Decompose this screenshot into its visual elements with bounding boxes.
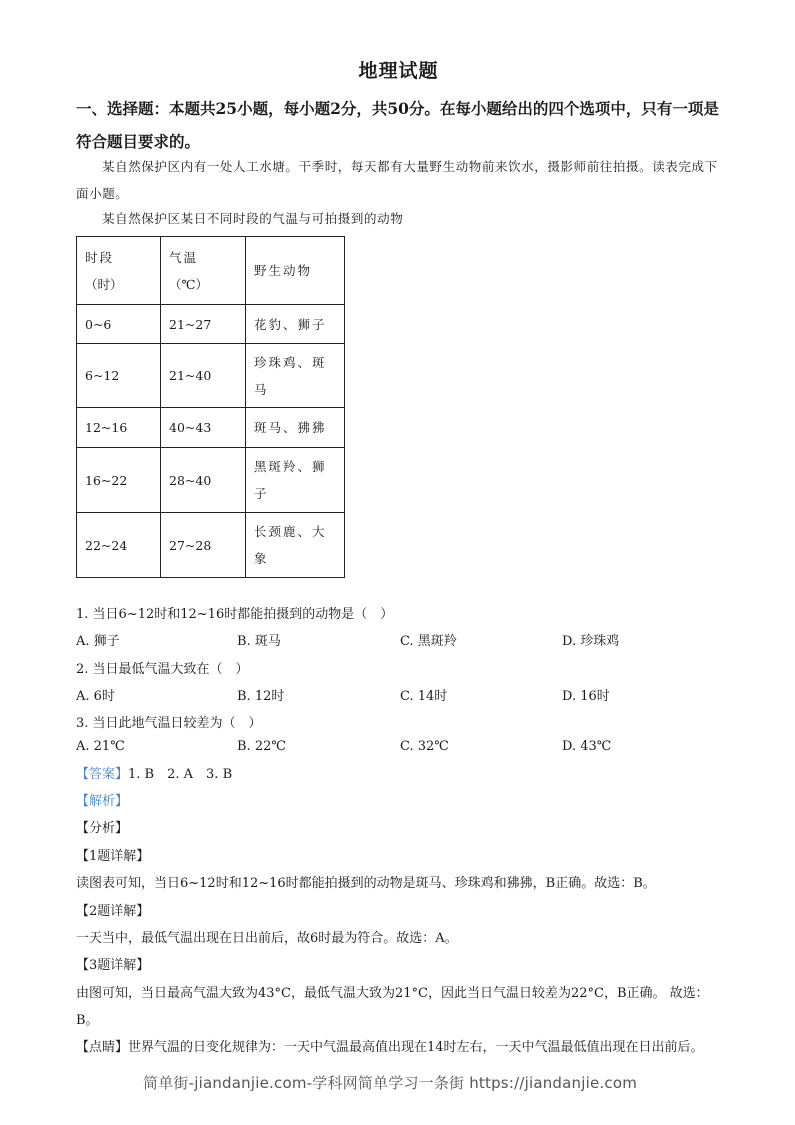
option-b: B. 12时	[237, 689, 285, 704]
option-d: D. 珍珠鸡	[562, 634, 620, 649]
answer-label: 【答案】	[76, 767, 129, 782]
dianjing-text: 世界气温的日变化规律为：一天中气温最高值出现在14时左右，一天中气温最低值出现在日出前后。	[128, 1040, 704, 1055]
page-title: 地理试题	[358, 60, 439, 82]
table-row: 16~22 28~40 黑斑羚、狮子	[77, 448, 345, 513]
detail-3-label: 【3题详解】	[76, 958, 150, 973]
dianjing-block	[76, 1034, 721, 1061]
intro-paragraph: 某自然保护区内有一处人工水塘。干季时，每天都有大量野生动物前来饮水，摄影师前往拍摄。读表完成下面小题。	[76, 159, 718, 201]
header-cell-animals: 野生动物	[246, 237, 345, 305]
detail-1-label: 【1题详解】	[76, 849, 150, 864]
detail-3-text: 由图可知，当日最高气温大致为43°C，最低气温大致为21°C，因此当日气温日较差为22°C，B正确。 故选：B。	[76, 986, 709, 1028]
answer-text: 1. B 2. A 3. B	[128, 767, 233, 782]
detail-2-label: 【2题详解】	[76, 904, 150, 919]
table-row: 12~16 40~43 斑马、狒狒	[77, 408, 345, 448]
option-c: C. 14时	[400, 689, 448, 704]
header-cell-time: 时段 （时）	[77, 237, 161, 305]
table-header-row	[77, 237, 345, 305]
section-heading: 一、选择题：本题共25小题，每小题2分，共50分。在每小题给出的四个选项中，只有一项是符合题目要求的。	[76, 99, 719, 151]
question-3-stem: 3. 当日此地气温日较差为（ ）	[76, 716, 262, 731]
detail-2-text: 一天当中，最低气温出现在日出前后，故6时最为符合。故选：A。	[76, 931, 458, 946]
option-d: D. 43℃	[562, 739, 612, 754]
table-row: 6~12 21~40 珍珠鸡、斑马	[77, 344, 345, 408]
option-c: C. 32℃	[400, 739, 449, 754]
fenxi-label: 【分析】	[76, 821, 129, 836]
option-a: A. 狮子	[76, 634, 120, 649]
data-table	[76, 236, 345, 578]
option-a: A. 21℃	[76, 739, 125, 754]
option-a: A. 6时	[76, 689, 115, 704]
table-row: 0~6 21~27 花豹、狮子	[77, 305, 345, 344]
header-cell-temp: 气温 （℃）	[161, 237, 246, 305]
table-caption: 某自然保护区某日不同时段的气温与可拍摄到的动物	[102, 211, 404, 226]
question-2-stem: 2. 当日最低气温大致在（ ）	[76, 662, 249, 677]
watermark-footer: 简单街-jiandanjie.com-学科网简单学习一条街 https://jiandanjie.com	[143, 1074, 638, 1092]
option-c: C. 黑斑羚	[400, 634, 457, 649]
dianjing-label: 【点睛】	[76, 1040, 129, 1055]
question-1-stem: 1. 当日6~12时和12~16时都能拍摄到的动物是（ ）	[76, 607, 394, 622]
option-d: D. 16时	[562, 689, 610, 704]
answer-line	[76, 761, 721, 788]
analysis-label: 【解析】	[76, 794, 129, 809]
option-b: B. 22℃	[237, 739, 286, 754]
option-b: B. 斑马	[237, 634, 281, 649]
detail-1-text: 读图表可知，当日6~12时和12~16时都能拍摄到的动物是斑马、珍珠鸡和狒狒，B正确。故选：B。	[76, 876, 656, 891]
table-row: 22~24 27~28 长颈鹿、大象	[77, 513, 345, 578]
